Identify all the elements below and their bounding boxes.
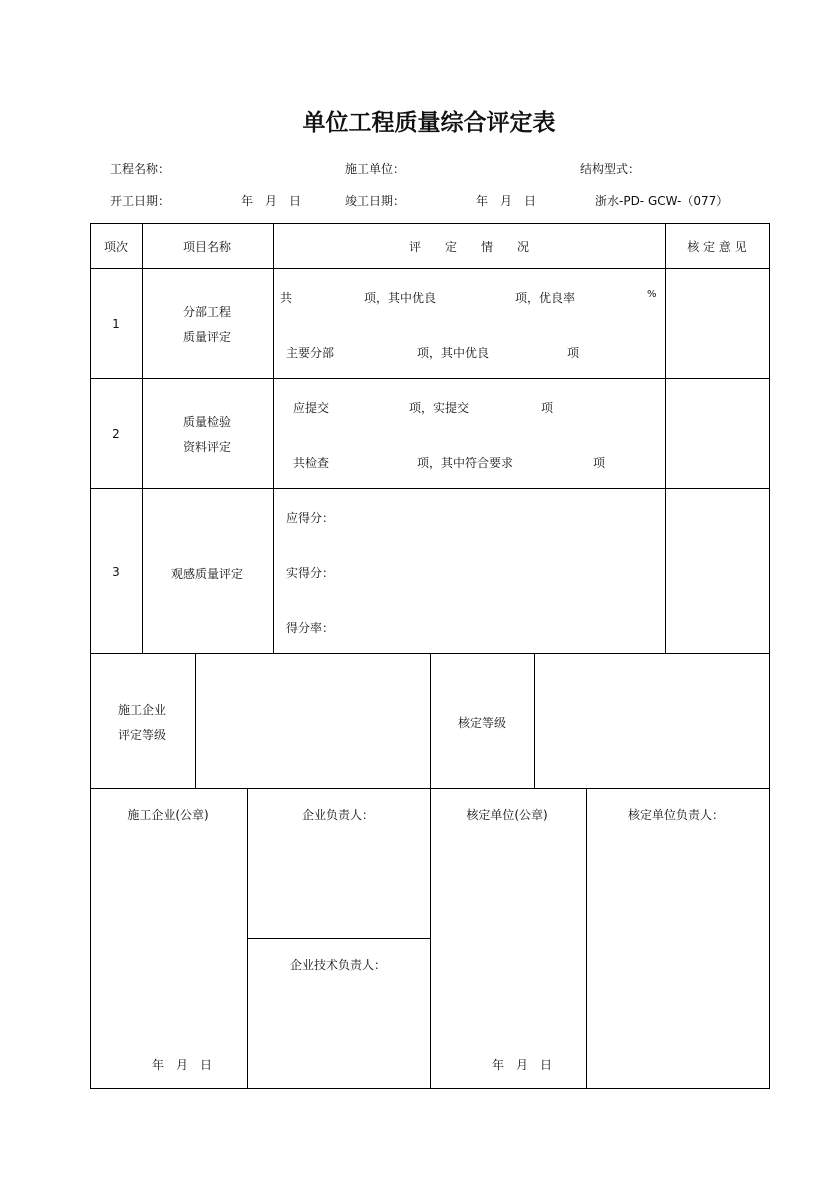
structure-label: 结构型式： [580,162,641,176]
contractor-date: 年 月 日 [151,1058,213,1072]
row2-name-1: 质量检验 [182,415,232,429]
row3-name: 观感质量评定 [170,567,244,581]
row2-no: 2 [112,427,120,441]
row2-name-2: 资料评定 [182,440,232,454]
contractor-grade-2: 评定等级 [117,728,167,742]
verified-grade: 核定等级 [457,716,507,730]
row2-text: 共检查 [293,456,330,470]
row3-text: 应得分： [286,511,335,525]
row1-name-2: 质量评定 [182,330,232,344]
completion-date-label: 竣工日期： [345,194,406,208]
row2-text: 应提交 [293,401,330,415]
row1-text: 主要分部 [286,346,335,360]
start-date-ymd: 年 月 日 [241,194,302,208]
header-item-no: 项次 [103,240,129,254]
row3-no: 3 [112,565,120,579]
row1-text: 项，其中优良 [417,346,490,360]
row2-text: 项 [541,401,554,415]
row1-text: 项，其中优良 [364,291,437,305]
row2-text: 项 [593,456,606,470]
page-title: 单位工程质量综合评定表 [302,110,556,136]
header-verification: 核 定 意 见 [687,240,747,254]
enterprise-head: 企业负责人： [301,808,375,822]
row1-text: 项，优良率 [515,291,576,305]
completion-date-ymd: 年 月 日 [476,194,537,208]
form-code: 浙水-PD- GCW-（077） [595,194,729,208]
row1-text: 项 [567,346,580,360]
row1-text: % [647,289,657,300]
header-evaluation: 评 定 情 况 [408,240,530,254]
tech-head: 企业技术负责人： [289,958,387,972]
row1-name-1: 分部工程 [182,305,232,319]
row3-text: 实得分： [286,566,335,580]
row2-text: 项，其中符合要求 [417,456,514,470]
verify-date: 年 月 日 [491,1058,553,1072]
contractor-grade-1: 施工企业 [117,703,167,717]
row1-text: 共 [280,291,293,305]
row2-text: 项，实提交 [409,401,470,415]
verify-head: 核定单位负责人： [627,808,725,822]
row3-text: 得分率： [286,621,335,635]
row1-no: 1 [112,317,120,331]
header-item-name: 项目名称 [182,240,232,254]
start-date-label: 开工日期： [110,194,171,208]
contractor-label: 施工单位： [345,162,406,176]
contractor-seal: 施工企业(公章) [127,808,209,822]
project-name-label: 工程名称： [110,162,171,176]
verify-unit-seal: 核定单位(公章) [466,808,548,822]
